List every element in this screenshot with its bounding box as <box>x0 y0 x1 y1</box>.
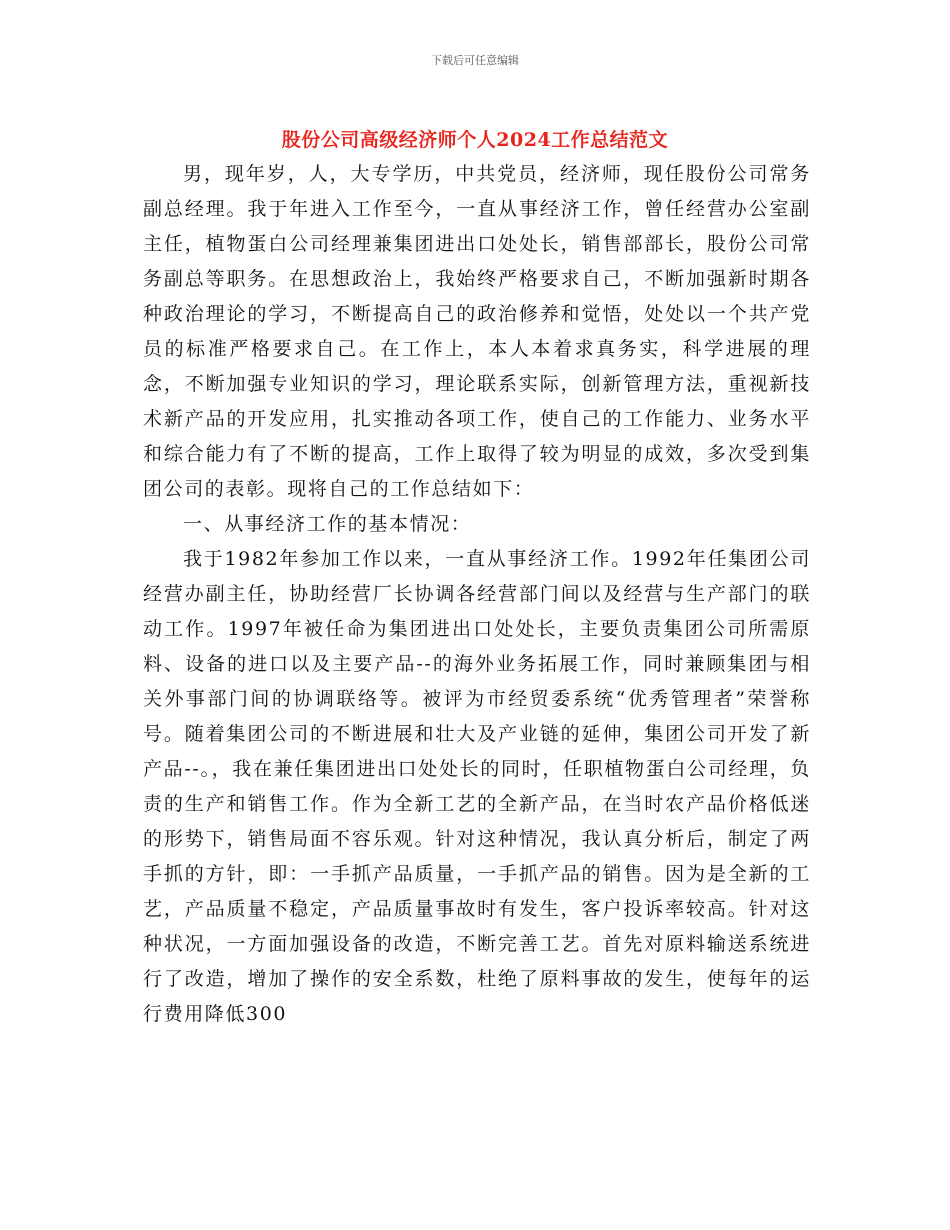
section-heading-basic-situation: 一、从事经济工作的基本情况： <box>183 513 472 535</box>
document-body <box>143 157 811 1032</box>
paragraph-introduction: 男，现年岁，人，大专学历，中共党员，经济师，现任股份公司常务副总经理。我于年进入工作至今，一直从事经济工作，曾任经营办公室副主任，植物蛋白公司经理兼集团进出口处处长，销售部部长，股份公司常务副总等职务。在思想政治上，我始终严格要求自己，不断加强新时期各种政治理论的学习，不断提高自己的政治修养和觉悟，处处以一个共产党员的标准严格要求自己。在工作上，本人本着求真务实，科学进展的理念，不断加强专业知识的学习，理论联系实际，创新管理方法，重视新技术新产品的开发应用，扎实推动各项工作，使自己的工作能力、业务水平和综合能力有了不断的提高，工作上取得了较为明显的成效，多次受到集团公司的表彰。现将自己的工作总结如下： <box>143 163 811 500</box>
page-header-note: 下载后可任意编辑 <box>431 54 519 67</box>
paragraph-work-history: 我于1982年参加工作以来，一直从事经济工作。1992年任集团公司经营办副主任，协助经营厂长协调各经营部门间以及经营与生产部门的联动工作。1997年被任命为集团进出口处处长，主要负责集团公司所需原料、设备的进口以及主要产品--的海外业务拓展工作，同时兼顾集团与相关外事部门间的协调联络等。被评为市经贸委系统“优秀管理者”荣誉称号。随着集团公司的不断进展和壮大及产业链的延伸，集团公司开发了新产品--。，我在兼任集团进出口处处长的同时，任职植物蛋白公司经理，负责的生产和销售工作。作为全新工艺的全新产品，在当时农产品价格低迷的形势下，销售局面不容乐观。针对这种情况，我认真分析后，制定了两手抓的方针，即：一手抓产品质量，一手抓产品的销售。因为是全新的工艺，产品质量不稳定，产品质量事故时有发生，客户投诉率较高。针对这种状况，一方面加强设备的改造，不断完善工艺。首先对原料输送系统进行了改造，增加了操作的安全系数，杜绝了原料事故的发生，使每年的运行费用降低300 <box>143 548 811 1025</box>
document-title: 股份公司高级经济师个人2024工作总结范文 <box>281 128 669 151</box>
